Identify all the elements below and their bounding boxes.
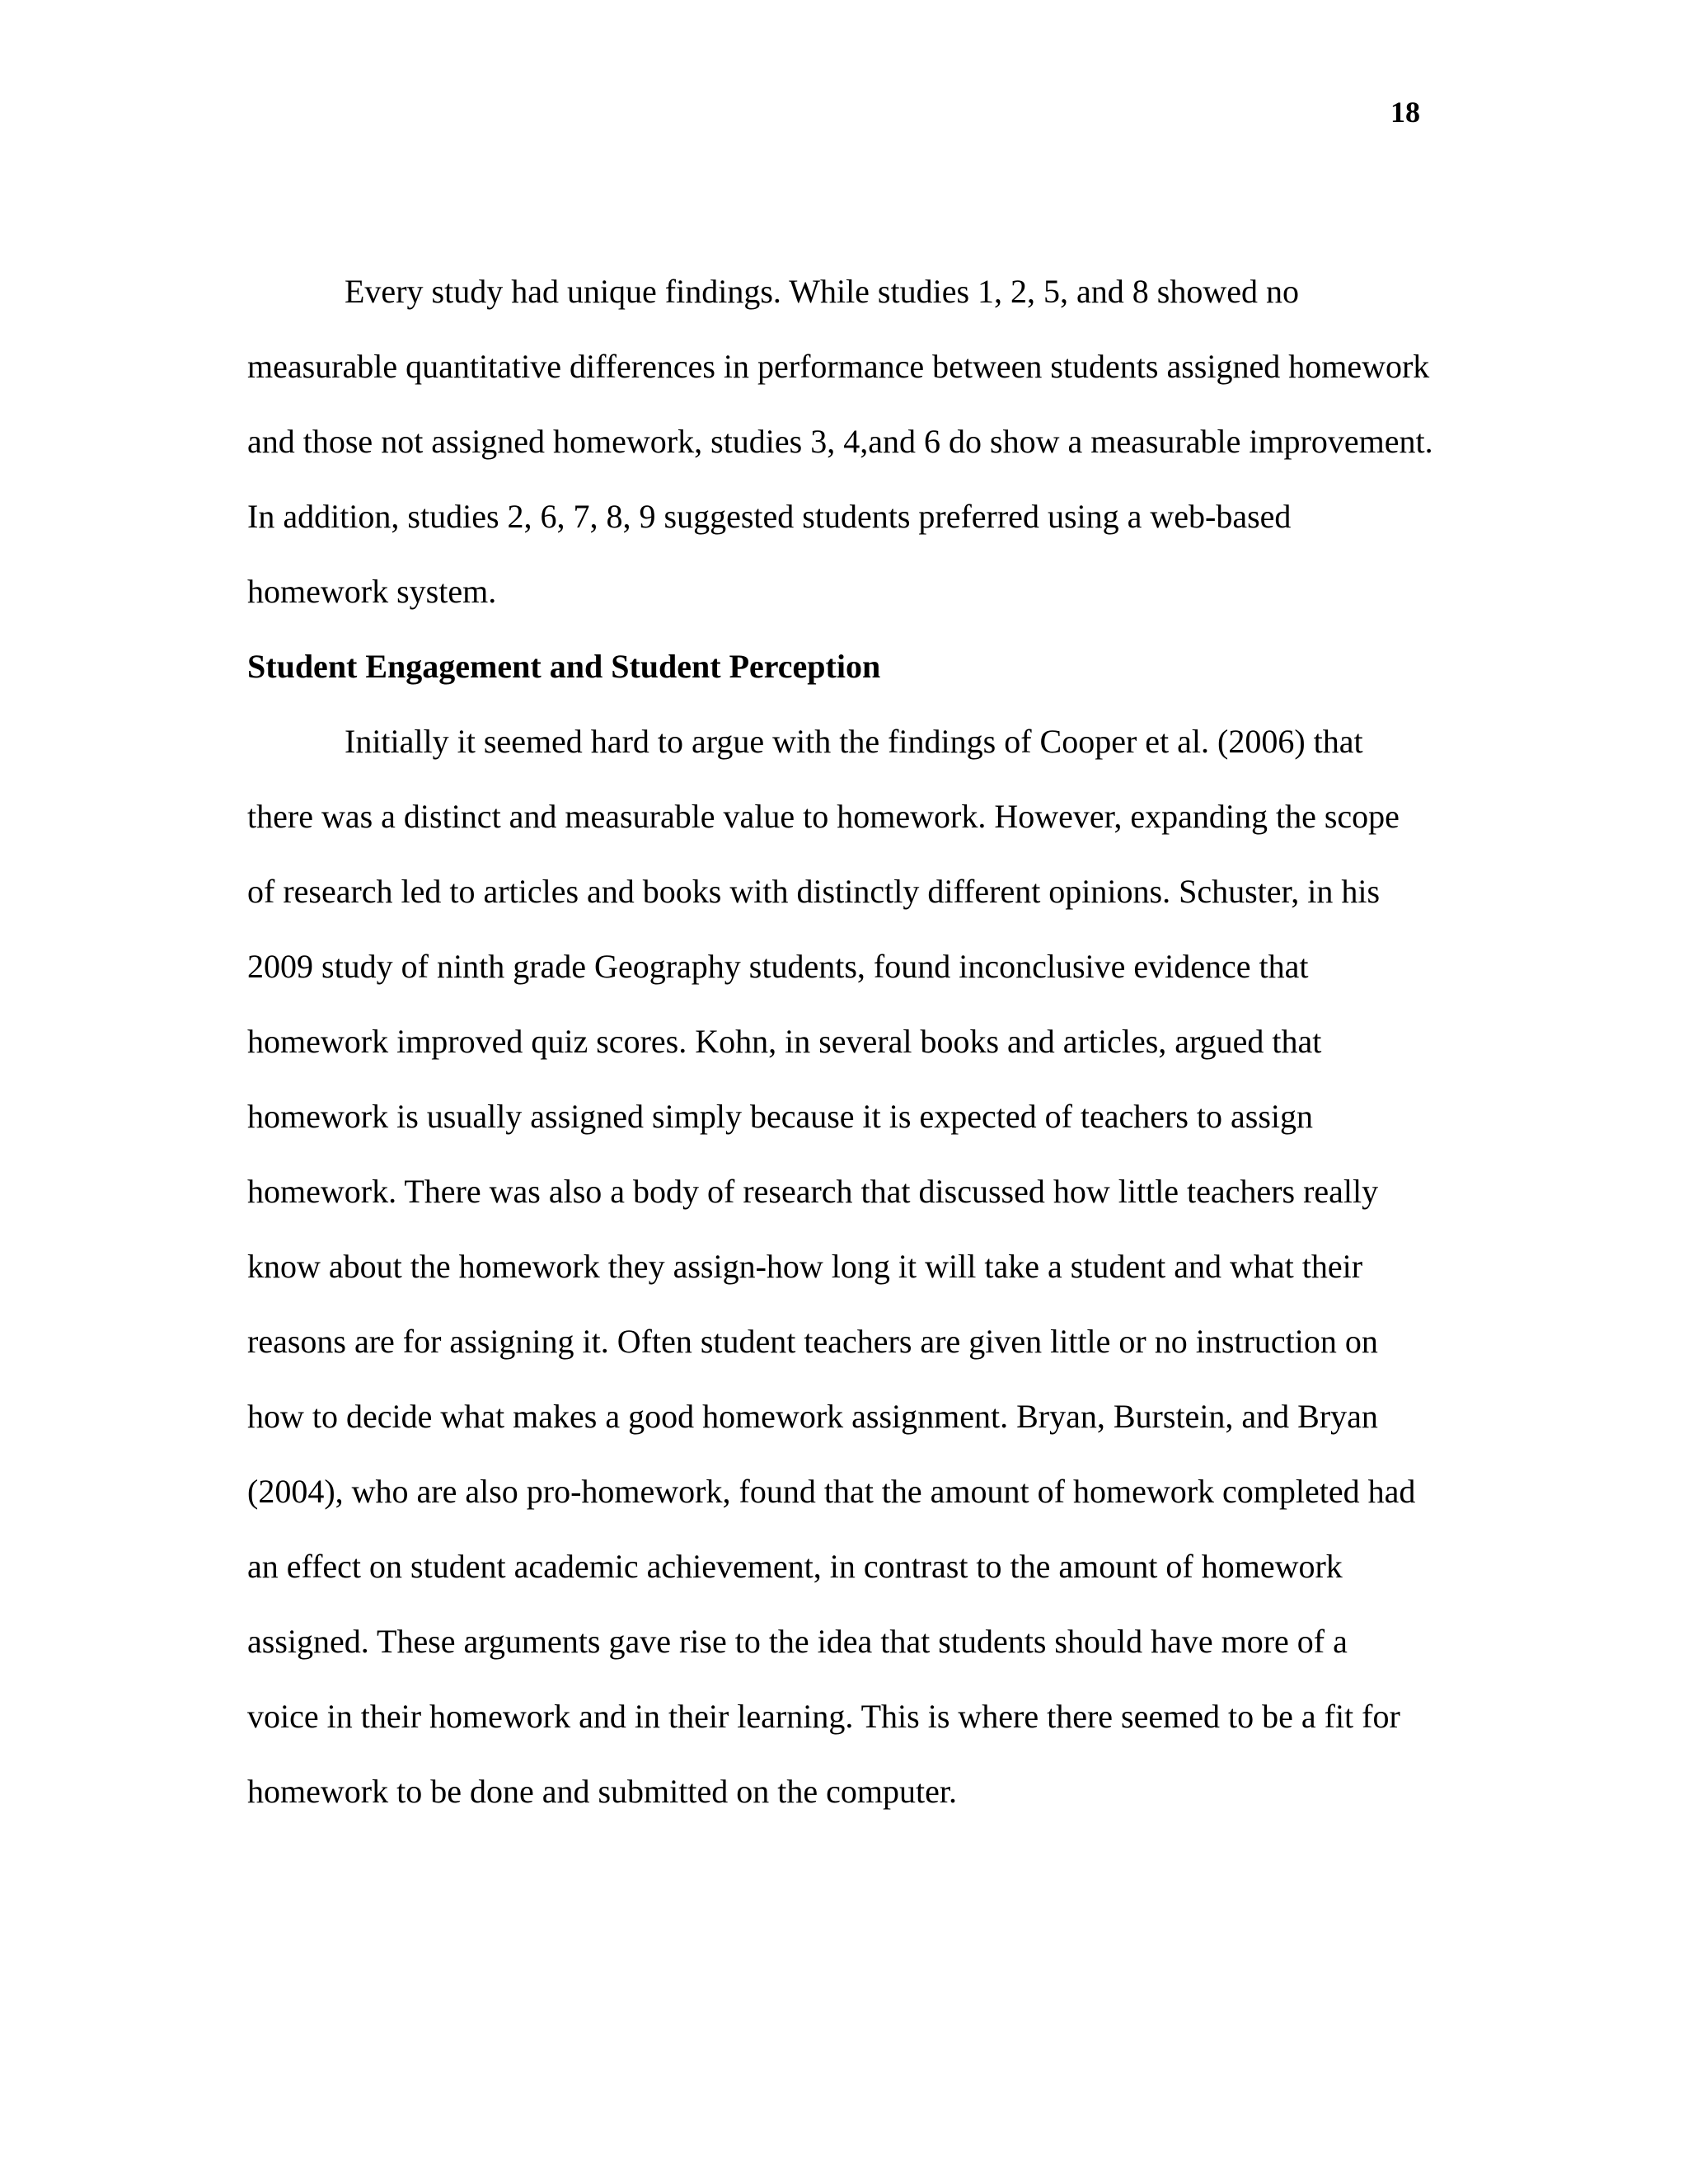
- text-line: and those not assigned homework, studies 3, 4,and 6 do show a measurable improvement.: [247, 423, 1433, 460]
- text-line: homework system.: [247, 573, 497, 610]
- text-line: (2004), who are also pro-homework, found that the amount of homework completed had: [247, 1473, 1416, 1510]
- text-line: 2009 study of ninth grade Geography students, found inconclusive evidence that: [247, 948, 1309, 985]
- text-line: know about the homework they assign-how long it will take a student and what their: [247, 1248, 1363, 1285]
- text-line: voice in their homework and in their learning. This is where there seemed to be a fit for: [247, 1698, 1400, 1735]
- section-heading: Student Engagement and Student Perception: [247, 648, 881, 685]
- text-line: homework improved quiz scores. Kohn, in several books and articles, argued that: [247, 1023, 1322, 1060]
- text-line: Every study had unique findings. While studies 1, 2, 5, and 8 showed no: [345, 273, 1300, 310]
- text-line: there was a distinct and measurable value to homework. However, expanding the scope: [247, 798, 1400, 835]
- text-line: measurable quantitative differences in performance between students assigned homework: [247, 348, 1430, 385]
- text-line: In addition, studies 2, 6, 7, 8, 9 suggested students preferred using a web-based: [247, 498, 1292, 535]
- text-line: reasons are for assigning it. Often student teachers are given little or no instruction on: [247, 1323, 1378, 1360]
- text-line: of research led to articles and books with distinctly different opinions. Schuster, in his: [247, 873, 1381, 910]
- text-line: assigned. These arguments gave rise to the idea that students should have more of a: [247, 1623, 1348, 1660]
- text-line: homework is usually assigned simply because it is expected of teachers to assign: [247, 1098, 1314, 1135]
- text-line: an effect on student academic achievement, in contrast to the amount of homework: [247, 1548, 1343, 1585]
- page-number: 18: [1390, 96, 1420, 129]
- text-line: how to decide what makes a good homework assignment. Bryan, Burstein, and Bryan: [247, 1398, 1378, 1435]
- text-line: Initially it seemed hard to argue with the findings of Cooper et al. (2006) that: [345, 723, 1363, 760]
- text-line: homework. There was also a body of research that discussed how little teachers really: [247, 1173, 1379, 1210]
- text-line: homework to be done and submitted on the computer.: [247, 1773, 957, 1810]
